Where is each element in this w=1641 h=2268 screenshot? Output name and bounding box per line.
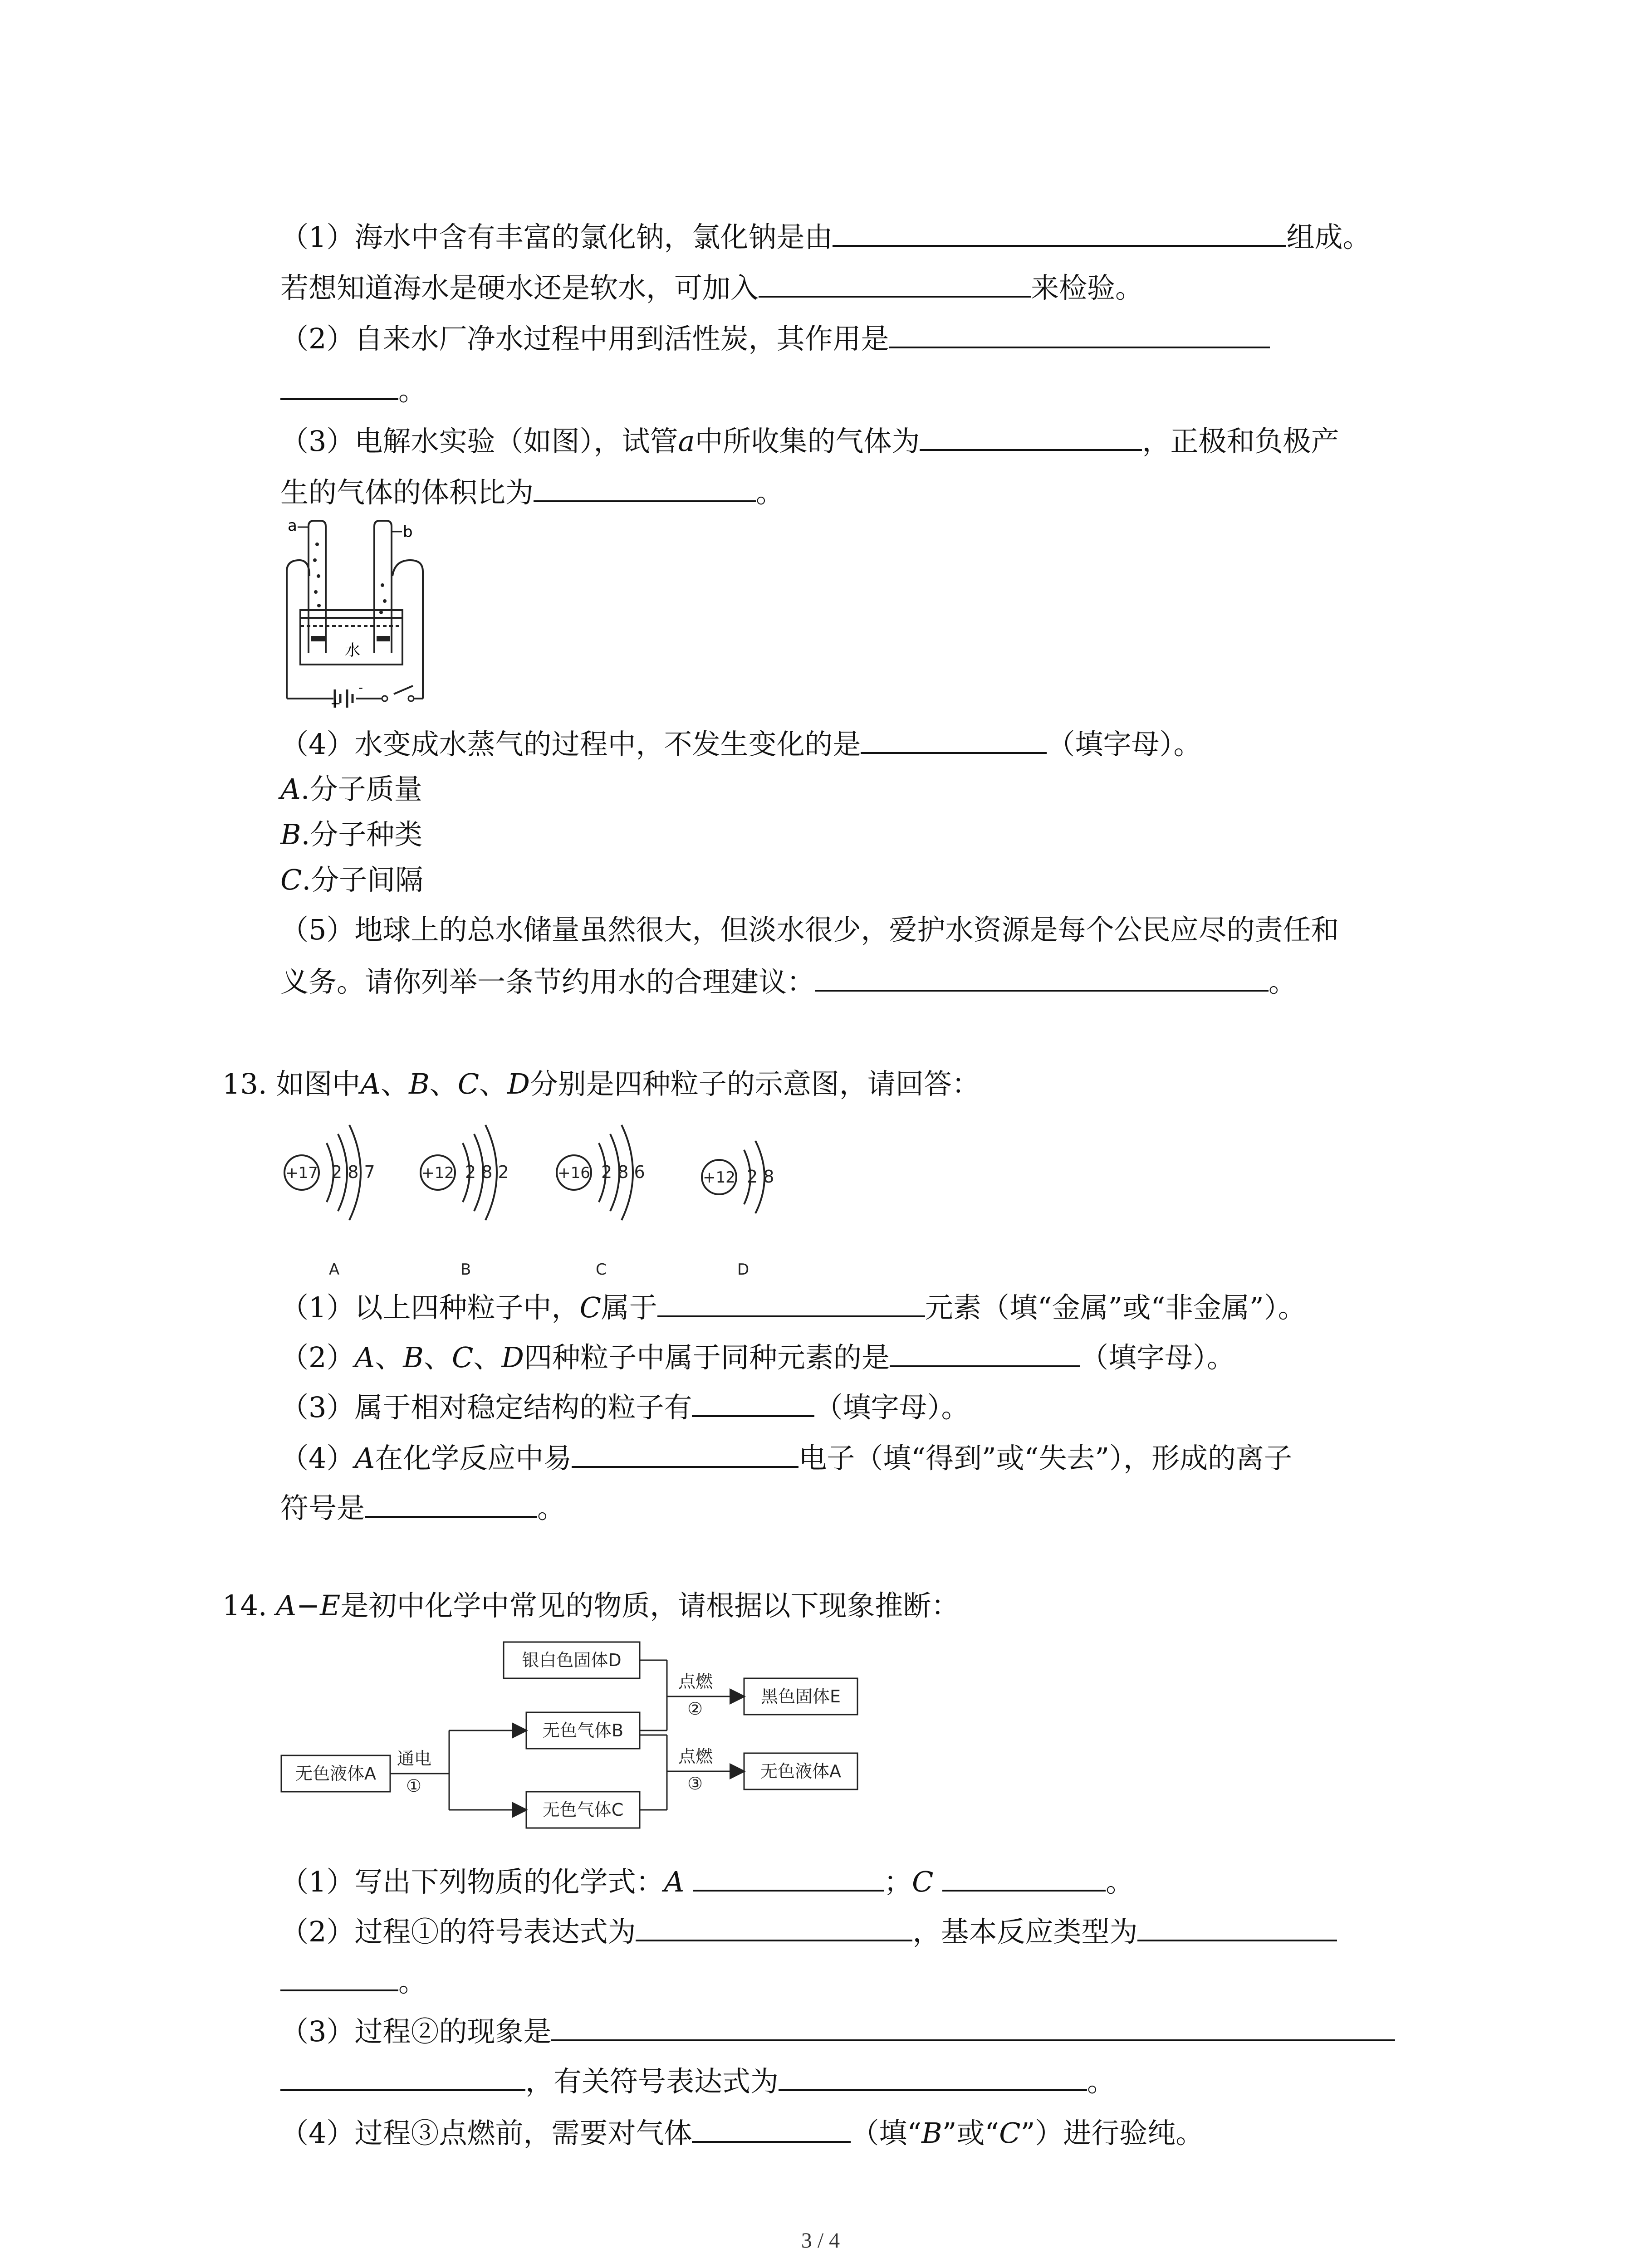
particle-c xyxy=(557,1125,645,1279)
q12-answer-blank-7[interactable] xyxy=(815,963,1269,992)
q12-p1-text: （1）海水中含有丰富的氯化钠，氯化钠是由 xyxy=(280,220,833,254)
svg-text:无色气体B: 无色气体B xyxy=(542,1721,624,1740)
q14-line6: （4）过程③点燃前，需要对气体 （填“B”或“C”）进行验纯。 xyxy=(280,2114,1204,2151)
nucleus-c: +16 xyxy=(558,1164,590,1182)
q14-line2: （2）过程①的符号表达式为 ，基本反应类型为 xyxy=(280,1912,1337,1950)
q12-answer-blank-3[interactable] xyxy=(889,319,1270,348)
label-a: A xyxy=(329,1261,340,1279)
svg-text:银白色固体D: 银白色固体D xyxy=(522,1650,622,1670)
q13-answer-blank-3[interactable] xyxy=(692,1388,814,1417)
q14-number: 14. xyxy=(222,1589,267,1622)
q12-p2-end: 。 xyxy=(398,374,427,407)
q12-p1-text2: 若想知道海水是硬水还是软水，可加入 xyxy=(280,271,759,304)
shells-a: 2 8 7 xyxy=(331,1162,375,1182)
ignite2-label: 点燃 xyxy=(678,1746,713,1766)
particle-diagrams xyxy=(277,1120,821,1279)
q12-p4-text: （4）水变成水蒸气的过程中，不发生变化的是 xyxy=(280,728,861,761)
page-number: 3 / 4 xyxy=(801,2229,840,2253)
q13-stem-mid: 分别是四种粒子的示意图，请回答： xyxy=(529,1067,980,1100)
q13-stem: 13. 如图中A、B、C、D分别是四种粒子的示意图，请回答： xyxy=(222,1067,980,1100)
test-tube-a xyxy=(309,521,326,653)
q13-number: 13. xyxy=(222,1067,267,1100)
q14-line4: （3）过程②的现象是 xyxy=(280,2012,1395,2050)
label-c: C xyxy=(596,1261,607,1279)
step1-label: ① xyxy=(406,1776,422,1796)
q12-answer-blank-2[interactable] xyxy=(759,269,1031,298)
q12-p5-end: 。 xyxy=(1269,965,1297,998)
option-c-letter: C xyxy=(280,863,302,896)
electrify-label: 通电 xyxy=(397,1749,432,1769)
nucleus-b: +12 xyxy=(421,1164,454,1182)
q12-option-b xyxy=(280,816,422,853)
q12-p3-text2: 中所收集的气体为 xyxy=(695,425,920,458)
q12-p3-end: 。 xyxy=(756,476,784,509)
q14-answer-blank-3[interactable] xyxy=(636,1912,912,1941)
q12-option-a xyxy=(280,771,422,807)
option-c-text: .分子间隔 xyxy=(302,863,424,896)
q14-line3: 。 xyxy=(280,1962,426,2000)
label-b: B xyxy=(460,1261,471,1279)
particle-a xyxy=(284,1125,375,1279)
q12-line5 xyxy=(280,422,1339,459)
q12-p1-end2: 来检验。 xyxy=(1031,271,1144,304)
q13-answer-blank-1[interactable] xyxy=(657,1288,925,1317)
label-d: D xyxy=(737,1261,749,1279)
q12-line9 xyxy=(280,963,1297,1000)
q14-line1: （1）写出下列物质的化学式：A ；C 。 xyxy=(280,1862,1134,1900)
particle-d xyxy=(702,1141,774,1279)
svg-text:黑色固体E: 黑色固体E xyxy=(760,1686,841,1706)
shells-b: 2 8 2 xyxy=(465,1162,509,1182)
q12-option-c xyxy=(280,862,423,898)
test-tube-b xyxy=(374,521,392,653)
q12-line2 xyxy=(280,269,1143,306)
option-b-letter: B xyxy=(280,818,301,851)
q14-answer-blank-5[interactable] xyxy=(551,2012,1395,2041)
q12-answer-blank-6[interactable] xyxy=(861,725,1047,754)
q12-p3-text: （3）电解水实验（如图），试管 xyxy=(280,425,678,458)
q13-line5: 符号是 。 xyxy=(280,1489,565,1526)
q14-answer-blank-5b[interactable] xyxy=(280,2062,525,2091)
q14-answer-blank-2[interactable] xyxy=(942,1862,1106,1892)
step3-label: ③ xyxy=(687,1774,703,1794)
svg-text:无色液体A: 无色液体A xyxy=(295,1764,376,1784)
tube-b-label: b xyxy=(403,523,413,541)
q12-p3-text4: 生的气体的体积比为 xyxy=(280,476,534,509)
q12-p3-var: a xyxy=(678,425,695,458)
shells-d: 2 8 xyxy=(747,1167,774,1187)
shells-c: 2 8 6 xyxy=(601,1162,645,1182)
tube-a-label: a xyxy=(288,517,297,535)
q14-stem-text: 是初中化学中常见的物质，请根据以下现象推断： xyxy=(340,1589,960,1622)
q12-answer-blank-5[interactable] xyxy=(534,473,756,502)
q13-answer-blank-5[interactable] xyxy=(365,1489,537,1518)
q12-line8 xyxy=(280,912,1339,948)
q13-line4: （4）A在化学反应中易 电子（填“得到”或“失去”），形成的离子 xyxy=(280,1439,1292,1476)
q13-line2: （2）A、B、C、D四种粒子中属于同种元素的是 （填字母）。 xyxy=(280,1338,1235,1376)
svg-text:无色气体C: 无色气体C xyxy=(542,1800,624,1820)
q12-answer-blank-3b[interactable] xyxy=(280,371,398,400)
option-b-text: .分子种类 xyxy=(301,818,423,851)
minus-label: - xyxy=(358,680,363,695)
switch-icon xyxy=(382,696,387,701)
q12-answer-blank-4[interactable] xyxy=(920,422,1142,451)
q12-p2-text: （2）自来水厂净水过程中用到活性炭，其作用是 xyxy=(280,322,889,355)
q14-answer-blank-4[interactable] xyxy=(1137,1912,1337,1941)
q12-p5-text2: 义务。请你列举一条节约用水的合理建议： xyxy=(280,965,815,998)
electrolysis-figure xyxy=(277,517,467,712)
q14-answer-blank-6[interactable] xyxy=(779,2062,1087,2091)
nucleus-a: +17 xyxy=(285,1164,318,1182)
q12-p1-end: 组成。 xyxy=(1286,220,1371,254)
q12-line7 xyxy=(280,725,1201,763)
svg-text:无色液体A: 无色液体A xyxy=(760,1761,841,1781)
q12-line6 xyxy=(280,473,784,511)
q13-stem-pre: 如图中 xyxy=(276,1067,361,1100)
q14-stem xyxy=(222,1588,959,1624)
step2-label: ② xyxy=(687,1699,703,1719)
plus-label: + xyxy=(330,696,341,711)
q12-p3-text3: ，正极和负极产 xyxy=(1142,425,1339,458)
q12-line3 xyxy=(280,319,1270,357)
q13-answer-blank-2[interactable] xyxy=(890,1338,1080,1367)
q14-answer-blank-4b[interactable] xyxy=(280,1962,398,1991)
q12-p5-text: （5）地球上的总水储量虽然很大，但淡水很少，爱护水资源是每个公民应尽的责任和 xyxy=(280,913,1339,946)
particle-b xyxy=(421,1125,509,1279)
inference-flowchart xyxy=(277,1633,876,1851)
q13-line3: （3）属于相对稳定结构的粒子有 （填字母）。 xyxy=(280,1388,969,1426)
option-a-text: .分子质量 xyxy=(300,772,422,806)
q13-answer-blank-4[interactable] xyxy=(572,1439,798,1468)
q12-line4 xyxy=(280,371,426,409)
q12-p4-end: （填字母）。 xyxy=(1047,728,1202,761)
ignite1-label: 点燃 xyxy=(678,1672,713,1691)
q14-stem-var: A−E xyxy=(276,1589,341,1622)
water-label: 水 xyxy=(345,641,360,660)
q14-line5: ，有关符号表达式为 。 xyxy=(280,2062,1115,2100)
nucleus-d: +12 xyxy=(703,1168,735,1187)
q12-line1 xyxy=(280,218,1371,255)
q14-answer-blank-1[interactable] xyxy=(693,1862,884,1892)
q13-line1: （1）以上四种粒子中，C属于 元素（填“金属”或“非金属”）。 xyxy=(280,1288,1306,1326)
q12-answer-blank-1[interactable] xyxy=(833,218,1286,247)
q14-answer-blank-7[interactable] xyxy=(692,2114,851,2143)
option-a-letter: A xyxy=(280,772,301,806)
